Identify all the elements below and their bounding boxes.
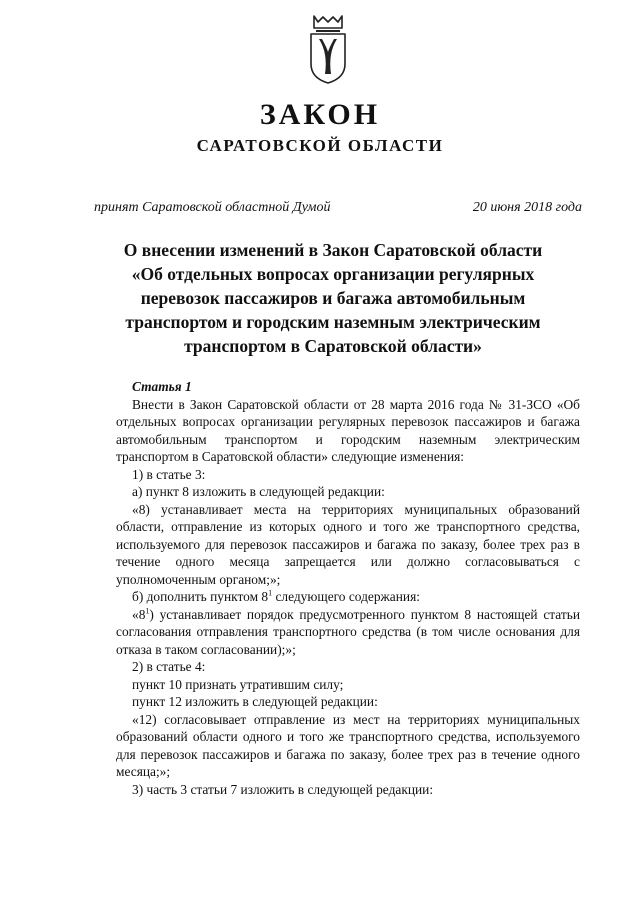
law-title-line: О внесении изменений в Закон Саратовской области bbox=[123, 240, 543, 260]
paragraph-text: «8 bbox=[132, 606, 146, 622]
paragraph bbox=[116, 588, 580, 606]
superscript: 1 bbox=[145, 606, 150, 616]
paragraph: 3) часть 3 статьи 7 изложить в следующей редакции: bbox=[132, 781, 434, 797]
paragraph: 1) в статье 3: bbox=[132, 466, 206, 482]
article-body bbox=[116, 378, 580, 798]
superscript: 1 bbox=[268, 588, 273, 598]
paragraph: пункт 12 изложить в следующей редакции: bbox=[132, 694, 378, 709]
document-title: ЗАКОН bbox=[259, 98, 381, 131]
adoption-date: 20 июня 2018 года bbox=[472, 200, 582, 215]
paragraph-text: следующего содержания: bbox=[272, 589, 420, 604]
law-title-line: транспортом в Саратовской области» bbox=[184, 336, 482, 356]
paragraph: 2) в статье 4: bbox=[132, 659, 206, 674]
paragraph: пункт 10 признать утратившим силу; bbox=[132, 676, 344, 692]
paragraph: а) пункт 8 изложить в следующей редакции: bbox=[132, 484, 385, 499]
paragraph bbox=[116, 606, 580, 659]
adopted-by: принят Саратовской областной Думой bbox=[94, 200, 331, 215]
paragraph: «12) согласовывает отправление из мест на территориях муниципальных образований области одного и того же транспортного средства, используемого для перевозок пассажиров и багажа по заказу, более трех раз в течение одного месяца;»; bbox=[116, 711, 580, 779]
article-title: Статья 1 bbox=[132, 379, 192, 394]
law-title-line: «Об отдельных вопросах организации регулярных bbox=[131, 264, 535, 284]
paragraph-text: б) дополнить пунктом 8 bbox=[132, 589, 269, 604]
law-title-line: транспортом и городским наземным электрическим bbox=[125, 312, 541, 332]
paragraph: «8) устанавливает места на территориях муниципальных образований области, отправление из которых одного и того же транспортного средства, используемого для перевозок пассажиров и багажа по заказу, более трех раз в течение одного месяца запрещается или должно согласовываться с уполномоченным органом;»; bbox=[116, 501, 580, 587]
paragraph: Внести в Закон Саратовской области от 28 марта 2016 года № 31-ЗСО «Об отдельных вопросах организации регулярных перевозок пассажиров и багажа автомобильным транспортом и городским наземным электрическим транспортом в Саратовской области» следующие изменения: bbox=[116, 396, 580, 464]
document-subtitle: САРАТОВСКОЙ ОБЛАСТИ bbox=[196, 136, 444, 155]
law-title bbox=[88, 238, 578, 358]
saratov-coat-of-arms-icon bbox=[305, 12, 351, 86]
law-title-line: перевозок пассажиров и багажа автомобильным bbox=[140, 288, 526, 308]
paragraph-text: ) устанавливает порядок предусмотренного пунктом 8 настоящей статьи согласования отправления транспортного средства (в том числе основания для отказа в таком согласовании);»; bbox=[116, 606, 580, 657]
